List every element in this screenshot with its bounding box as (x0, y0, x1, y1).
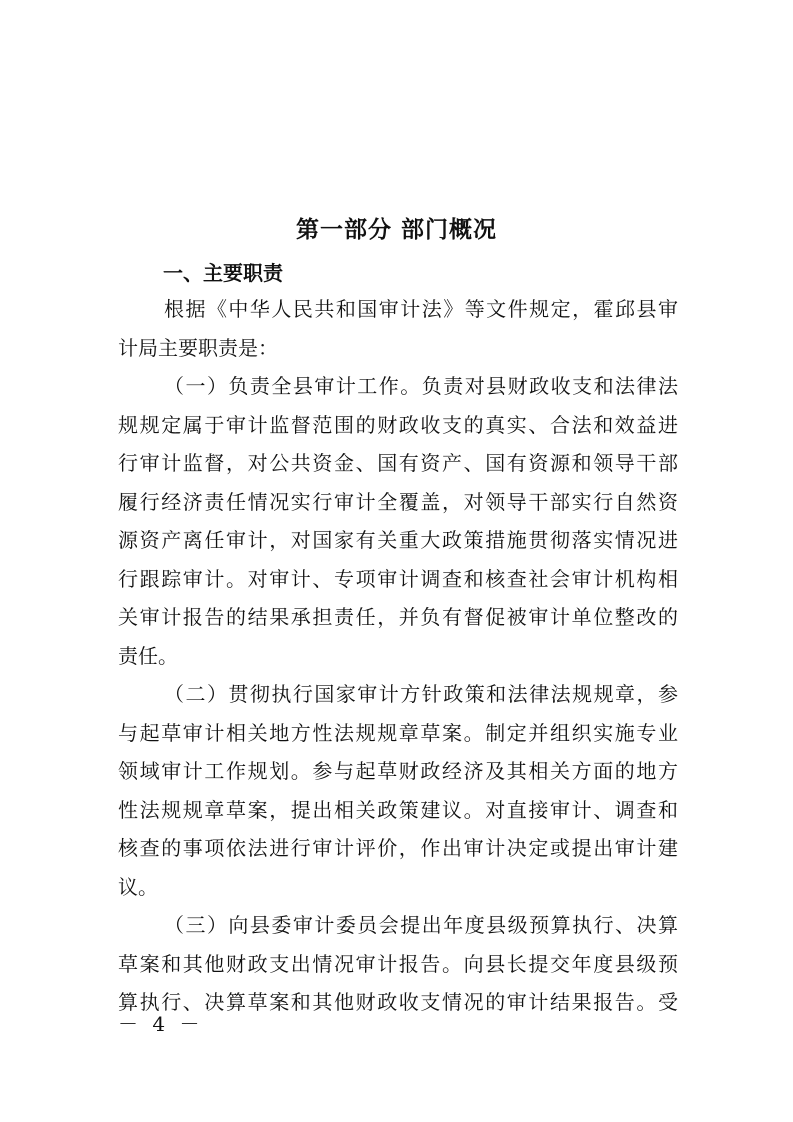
text-line: 责任。 (118, 643, 178, 668)
text-line: （三）向县委审计委员会提出年度县级预算执行、决算 (164, 913, 678, 937)
paragraph-item-1 (118, 367, 678, 675)
text-line: 与起草审计相关地方性法规规章草案。制定并组织实施专业 (118, 720, 678, 745)
text-line: 行审计监督，对公共资金、国有资产、国有资源和领导干部 (118, 451, 678, 475)
text-line: 关审计报告的结果承担责任，并负有督促被审计单位整改的 (118, 605, 678, 629)
text-line: 性法规规章草案，提出相关政策建议。对直接审计、调查和 (118, 797, 678, 822)
page-title: 第一部分 部门概况 (295, 217, 497, 243)
text-line: （二）贯彻执行国家审计方针政策和法律法规规章，参 (164, 682, 678, 706)
text-line: 草案和其他财政支出情况审计报告。向县长提交年度县级预 (118, 951, 678, 976)
section-heading: 一、主要职责 (163, 261, 283, 285)
text-line: （一）负责全县审计工作。负责对县财政收支和法律法 (164, 374, 678, 398)
text-line: 计局主要职责是： (118, 335, 278, 360)
text-line: 规规定属于审计监督范围的财政收支的真实、合法和效益进 (118, 412, 678, 437)
paragraph-item-3 (118, 906, 678, 1022)
text-line: 源资产离任审计，对国家有关重大政策措施贯彻落实情况进 (118, 528, 678, 552)
text-line: 根据《中华人民共和国审计法》等文件规定，霍邱县审 (164, 297, 678, 321)
text-line: 行跟踪审计。对审计、专项审计调查和核查社会审计机构相 (118, 566, 678, 591)
text-line: 履行经济责任情况实行审计全覆盖，对领导干部实行自然资 (118, 489, 678, 514)
text-line: 议。 (118, 874, 158, 899)
paragraph-intro (118, 290, 678, 367)
text-line: 领域审计工作规划。参与起草财政经济及其相关方面的地方 (118, 759, 678, 783)
paragraph-item-2 (118, 675, 678, 906)
text-line: 算执行、决算草案和其他财政收支情况的审计结果报告。受 (118, 990, 678, 1014)
page-number: － 4 － (118, 1012, 204, 1036)
text-line: 核查的事项依法进行审计评价，作出审计决定或提出审计建 (118, 836, 678, 860)
